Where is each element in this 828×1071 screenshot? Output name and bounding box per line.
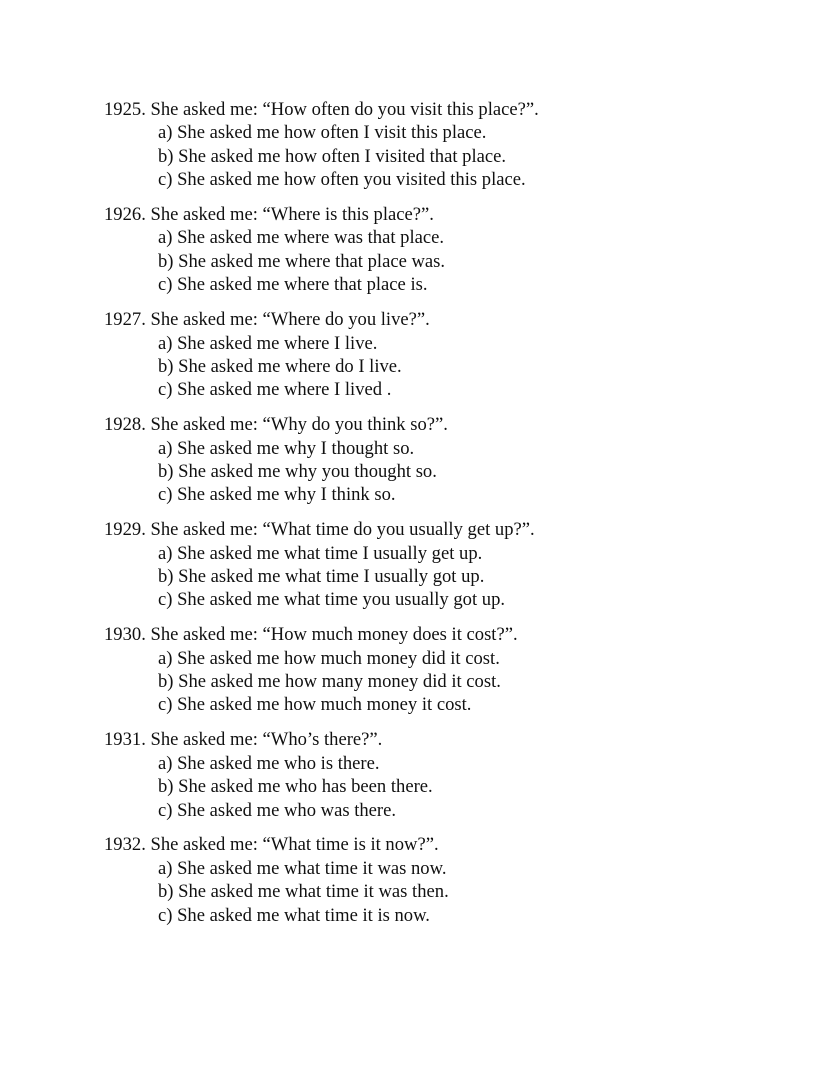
option-a: a) She asked me what time it was now.	[158, 857, 447, 879]
question-1930	[104, 623, 784, 717]
option-c: c) She asked me what time you usually got up.	[158, 589, 506, 611]
option-a: a) She asked me where was that place.	[158, 227, 445, 249]
option-c: c) She asked me who was there.	[158, 799, 397, 821]
question-stem: 1931. She asked me: “Who’s there?”.	[104, 729, 383, 751]
option-b: b) She asked me why you thought so.	[158, 460, 437, 482]
option-a: a) She asked me where I live.	[158, 332, 378, 354]
question-stem: 1930. She asked me: “How much money does it cost?”.	[104, 624, 518, 646]
question-1925	[104, 98, 784, 192]
question-stem: 1929. She asked me: “What time do you usually get up?”.	[104, 519, 535, 541]
option-c: c) She asked me how often you visited this place.	[158, 169, 526, 191]
option-b: b) She asked me where that place was.	[158, 250, 446, 272]
question-stem: 1928. She asked me: “Why do you think so?”.	[104, 414, 448, 436]
option-c: c) She asked me where that place is.	[158, 274, 428, 296]
option-b: b) She asked me where do I live.	[158, 355, 402, 377]
question-1926	[104, 203, 784, 297]
question-stem: 1926. She asked me: “Where is this place?”.	[104, 204, 434, 226]
option-a: a) She asked me why I thought so.	[158, 437, 415, 459]
option-c: c) She asked me where I lived .	[158, 379, 392, 401]
question-1931	[104, 728, 784, 822]
question-1928	[104, 413, 784, 507]
question-1932	[104, 833, 784, 927]
option-a: a) She asked me what time I usually get up.	[158, 542, 483, 564]
option-c: c) She asked me why I think so.	[158, 484, 396, 506]
question-stem: 1925. She asked me: “How often do you visit this place?”.	[104, 99, 539, 120]
option-b: b) She asked me what time it was then.	[158, 881, 449, 903]
option-a: a) She asked me how much money did it cost.	[158, 647, 500, 669]
option-b: b) She asked me what time I usually got up.	[158, 566, 485, 588]
option-c: c) She asked me how much money it cost.	[158, 694, 472, 716]
option-a: a) She asked me how often I visit this place.	[158, 122, 487, 144]
option-b: b) She asked me how often I visited that place.	[158, 145, 507, 167]
question-1927	[104, 308, 784, 402]
option-b: b) She asked me how many money did it cost.	[158, 671, 501, 693]
option-b: b) She asked me who has been there.	[158, 776, 433, 798]
option-a: a) She asked me who is there.	[158, 752, 380, 774]
question-1929	[104, 518, 784, 612]
question-stem: 1927. She asked me: “Where do you live?”.	[104, 309, 430, 331]
option-c: c) She asked me what time it is now.	[158, 904, 430, 926]
exercise-page	[104, 98, 784, 939]
question-stem: 1932. She asked me: “What time is it now?”.	[104, 834, 439, 856]
